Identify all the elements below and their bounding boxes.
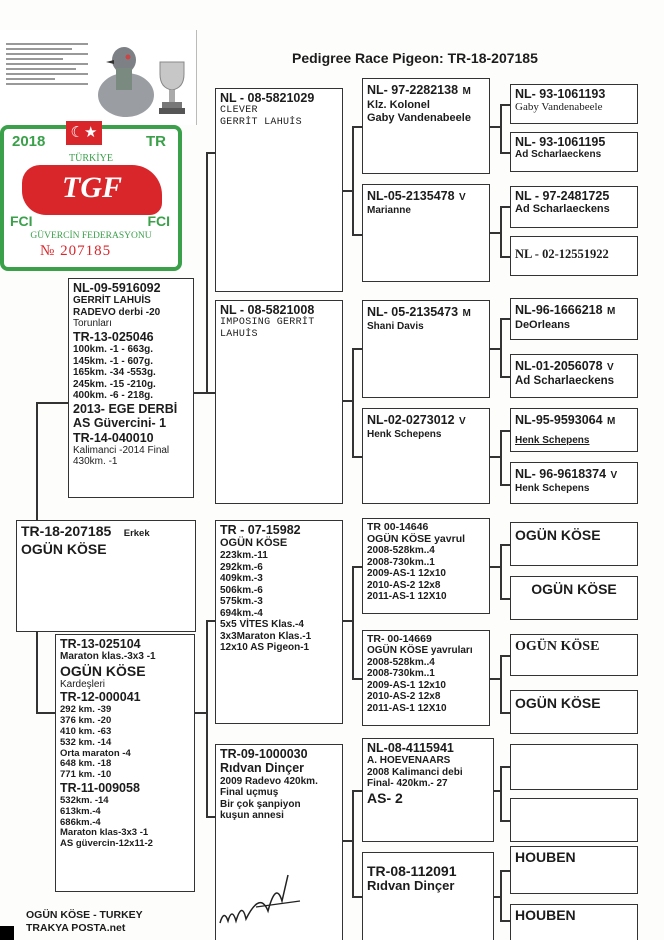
dam-result: 410 km. -63: [60, 725, 112, 737]
g3-line: Shani Davis: [367, 321, 424, 333]
connector-line: [352, 790, 362, 792]
sire-result: 165km. -34 -553g.: [73, 367, 156, 379]
connector-line: [194, 392, 206, 394]
certificate-country: TÜRKİYE: [69, 153, 113, 164]
connector-line: [352, 126, 362, 128]
gen4-box: [510, 354, 638, 398]
g4-ring: NL-96-1666218: [515, 303, 603, 317]
connector-line: [36, 402, 38, 520]
connector-line: [36, 402, 68, 404]
g4-sex: M: [607, 306, 616, 317]
g3-line: A. HOEVENAARS: [367, 755, 451, 767]
dam-result: 532km. -14: [60, 794, 109, 806]
connector-line: [500, 206, 510, 208]
connector-line: [352, 896, 362, 898]
connector-line: [500, 655, 502, 712]
g3-line: Marianne: [367, 205, 411, 217]
connector-line: [206, 152, 215, 154]
dam-result: Maraton klas-3x3 -1: [60, 827, 149, 839]
g3-line: Gaby Vandenabeele: [367, 112, 471, 125]
g3-line: 2008-730km..1: [367, 556, 435, 568]
connector-line: [490, 456, 500, 458]
page-title: Pedigree Race Pigeon: TR-18-207185: [292, 50, 538, 66]
dam-ring-3: TR-11-009058: [60, 781, 140, 796]
connector-line: [206, 620, 208, 816]
connector-line: [500, 920, 510, 922]
connector-line: [206, 620, 215, 622]
sire-result: 245km. -15 -210g.: [73, 378, 156, 390]
gen4-box: [510, 904, 638, 940]
certificate-number: [40, 243, 111, 260]
gen3-box: [362, 408, 490, 504]
connector-line: [500, 104, 510, 106]
g4-owner: Gaby Vandenabeele: [515, 101, 603, 114]
dam-ring: TR-13-025104: [60, 637, 141, 651]
gen3-box: [362, 852, 494, 940]
connector-line: [500, 318, 510, 320]
gp-result: 694km.-4: [220, 607, 263, 619]
connector-line: [36, 632, 38, 712]
connector-line: [500, 712, 510, 714]
connector-line: [343, 190, 352, 192]
g4-sex: V: [607, 362, 614, 373]
connector-line: [500, 544, 502, 598]
gp-ring: TR - 07-15982: [220, 523, 301, 537]
gp-ring: TR-09-1000030: [220, 747, 308, 761]
connector-line: [352, 456, 362, 458]
dam-result: 376 km. -20: [60, 714, 112, 726]
subject-sex: Erkek: [123, 528, 150, 539]
g3-line: 2009-AS-1 12x10: [367, 568, 446, 580]
connector-line: [500, 544, 510, 546]
gen3-box: [362, 184, 490, 282]
gp-result: 223km.-11: [220, 550, 268, 562]
g4-owner: OGÜN KÖSE: [515, 695, 601, 711]
dam-line: Maraton klas.-3x3 -1: [60, 651, 156, 663]
sire-ring: NL-09-5916092: [73, 281, 161, 295]
g3-ring: TR- 00-14669: [367, 633, 432, 645]
connector-line: [352, 348, 354, 456]
certificate-country-code: TR: [146, 133, 166, 150]
subject-owner: OGÜN KÖSE: [21, 541, 107, 558]
gen3-box: [362, 738, 494, 842]
gen4-box: [510, 236, 638, 276]
connector-line: [490, 126, 500, 128]
g3-ring: NL- 05-2135473: [367, 305, 459, 319]
connector-line: [195, 712, 206, 714]
grandparent-box: [215, 300, 343, 504]
connector-line: [352, 126, 354, 234]
gen4-box: [510, 462, 638, 504]
g3-ring: TR 00-14646: [367, 521, 429, 533]
sire-ring-2: TR-13-025046: [73, 329, 154, 344]
dam-result: 292 km. -39: [60, 703, 112, 715]
dam-line: Kardeşleri: [60, 678, 106, 690]
header-photo: [0, 30, 197, 125]
g3-owner: Rıdvan Dinçer: [367, 878, 455, 894]
connector-line: [490, 566, 500, 568]
sire-result: 100km. -1 - 663g.: [73, 344, 154, 356]
subject-box: [16, 520, 196, 632]
corner-mark: [0, 926, 14, 940]
g3-line: 2008 Kalimanci debi: [367, 766, 463, 778]
connector-line: [206, 816, 215, 818]
grandparent-box: [215, 744, 343, 940]
g3-ring: NL- 97-2282138: [367, 83, 459, 97]
sire-ring-3: TR-14-040010: [73, 430, 154, 445]
connector-line: [343, 400, 352, 402]
sire-result: 400km. -6 - 218g.: [73, 390, 154, 402]
g4-owner: DeOrleans: [515, 319, 571, 332]
dam-result: 648 km. -18: [60, 758, 112, 770]
connector-line: [490, 348, 500, 350]
gp-owner: Rıdvan Dinçer: [220, 761, 305, 776]
g4-ring: NL-01-2056078: [515, 359, 603, 373]
dam-box: [55, 634, 195, 892]
connector-line: [206, 152, 208, 392]
g3-line: 2008-528km..4: [367, 545, 435, 557]
g3-sex: M: [462, 86, 471, 97]
gen4-box: [510, 132, 638, 172]
connector-line: [500, 870, 510, 872]
dam-result: 613km.-4: [60, 805, 101, 817]
gp-owner: LAHUİS: [220, 328, 258, 340]
g3-ring: NL-08-4115941: [367, 741, 454, 755]
connector-line: [500, 870, 502, 920]
gp-owner: GERRİT LAHUİS: [220, 116, 302, 128]
gp-line: Final uçmuş: [220, 787, 279, 799]
g3-line: 2010-AS-2 12x8: [367, 691, 441, 703]
connector-line: [500, 206, 502, 256]
g4-owner: Ad Scharlaeckens: [515, 375, 615, 388]
connector-line: [500, 820, 510, 822]
tgf-logo: TGF: [62, 171, 122, 204]
footer-line: TRAKYA POSTA.net: [26, 922, 126, 935]
dam-ring-2: TR-12-000041: [60, 690, 141, 705]
g3-line: 2008-730km..1: [367, 668, 435, 680]
fci-right-badge: FCI: [147, 213, 170, 229]
g4-ring: NL- 93-1061193: [515, 87, 606, 101]
gen4-box: [510, 186, 638, 228]
g4-ring: NL- 96-9618374: [515, 467, 607, 481]
gp-name: IMPOSING GERRİT: [220, 317, 315, 329]
connector-line: [352, 566, 362, 568]
g3-line: Henk Schepens: [367, 429, 442, 441]
g4-owner: HOUBEN: [515, 849, 576, 865]
gen4-box: [510, 84, 638, 124]
footer: [26, 909, 143, 935]
connector-line: [352, 678, 362, 680]
dam-result: 532 km. -14: [60, 736, 112, 748]
number-prefix: №: [40, 243, 56, 259]
g4-owner: Henk Schepens: [515, 483, 590, 495]
gp-line: 2009 Radevo 420km.: [220, 775, 318, 787]
connector-line: [352, 790, 354, 896]
number-value: 207185: [60, 243, 112, 259]
connector-line: [500, 766, 510, 768]
g4-owner: OGÜN KÖSE: [531, 581, 617, 597]
gp-result: 3x3Maraton Klas.-1: [220, 630, 312, 642]
gp-result: 506km.-6: [220, 584, 263, 596]
pigeon-image: [88, 40, 158, 120]
gp-result: 575km.-3: [220, 596, 263, 608]
g4-ring: NL- 93-1061195: [515, 135, 606, 149]
g4-owner: Henk Schepens: [515, 435, 590, 447]
connector-line: [500, 376, 510, 378]
gen4-box: [510, 744, 638, 790]
connector-line: [352, 234, 362, 236]
g4-owner: OGÜN KÖSE: [515, 639, 600, 654]
gen4-box: [510, 522, 638, 566]
gen3-box: [362, 300, 490, 398]
gp-owner: OGÜN KÖSE: [220, 537, 288, 550]
gp-result: 292km.-6: [220, 561, 263, 573]
g3-line: 2011-AS-1 12X10: [367, 591, 447, 603]
sire-achievement: 2013- EGE DERBİ AS Güvercini- 1: [73, 401, 178, 431]
gp-ring: NL - 08-5821008: [220, 303, 315, 317]
signature-image: [216, 871, 306, 931]
grandparent-box: [215, 520, 343, 724]
connector-line: [500, 104, 502, 152]
g3-sex: M: [462, 308, 471, 319]
connector-line: [500, 598, 510, 600]
connector-line: [500, 430, 502, 484]
g4-owner: Ad Scharlaeckens: [515, 149, 602, 161]
sire-line: GERRİT LAHUİS: [73, 295, 151, 307]
g4-ring: NL - 02-12551922: [515, 247, 609, 261]
g3-sex: V: [459, 192, 466, 203]
gen3-box: [362, 630, 490, 726]
g4-sex: V: [610, 470, 618, 481]
g4-owner: Ad Scharlaeckens: [515, 203, 610, 216]
turkish-flag-icon: ☾★: [66, 121, 102, 145]
dam-result: Orta maraton -4: [60, 747, 131, 759]
federation-certificate: [0, 125, 182, 271]
gp-line: Bir çok şanpiyon: [220, 798, 301, 810]
grandparent-box: [215, 88, 343, 292]
g3-line: OGÜN KÖSE yavrul: [367, 533, 466, 546]
connector-line: [500, 430, 510, 432]
gen4-box: [510, 408, 638, 452]
connector-line: [206, 392, 215, 394]
g3-line: Klz. Kolonel: [367, 99, 430, 112]
trophy-image: [152, 58, 192, 118]
connector-line: [500, 655, 510, 657]
sire-line: RADEVO derbi -20: [73, 306, 161, 318]
sire-result: 145km. -1 - 607g.: [73, 355, 154, 367]
gen4-box: [510, 690, 638, 734]
connector-line: [500, 318, 502, 376]
connector-line: [36, 712, 55, 714]
dam-result: 686km.-4: [60, 816, 101, 828]
gen3-box: [362, 78, 490, 174]
sire-line: Torunları: [73, 318, 112, 330]
gen4-box: [510, 846, 638, 894]
gen4-box: [510, 576, 638, 620]
g3-line: OGÜN KÖSE yavruları: [367, 645, 473, 657]
gen4-box: [510, 298, 638, 340]
gp-name: CLEVER: [220, 105, 258, 117]
connector-line: [500, 256, 510, 258]
g4-ring: NL - 97-2481725: [515, 189, 610, 203]
dam-result: 771 km. -10: [60, 769, 112, 781]
g3-line: 2011-AS-1 12X10: [367, 702, 447, 714]
connector-line: [352, 566, 354, 678]
gp-result: 5x5 VİTES Klas.-4: [220, 619, 304, 631]
fine-print: [6, 40, 88, 88]
connector-line: [500, 152, 510, 154]
connector-line: [500, 484, 510, 486]
g4-ring: NL-95-9593064: [515, 413, 603, 427]
connector-line: [343, 840, 352, 842]
g3-ring: NL-05-2135478: [367, 189, 455, 203]
connector-line: [490, 678, 500, 680]
dam-result: AS güvercin-12x11-2: [60, 838, 153, 850]
sire-achievement-2: Kalimanci -2014 Final 430km. -1: [73, 444, 170, 468]
g4-sex: M: [607, 416, 616, 427]
g3-extra: AS- 2: [367, 789, 403, 806]
g3-line: Final- 420km.- 27: [367, 778, 448, 790]
g4-owner: OGÜN KÖSE: [515, 527, 601, 543]
gp-result: 409km.-3: [220, 573, 263, 585]
gen4-box: [510, 798, 638, 842]
gp-ring: NL - 08-5821029: [220, 91, 315, 105]
subject-ring: TR-18-207185: [21, 523, 112, 539]
connector-line: [352, 348, 362, 350]
connector-line: [500, 766, 502, 820]
g3-line: 2009-AS-1 12x10: [367, 679, 446, 691]
sire-box: [68, 278, 194, 498]
footer-line: OGÜN KÖSE - TURKEY: [26, 909, 143, 921]
certificate-year: 2018: [12, 133, 46, 150]
g3-ring: TR-08-112091: [367, 863, 457, 879]
g3-sex: V: [459, 416, 466, 427]
g3-line: 2008-528km..4: [367, 656, 435, 668]
gen3-box: [362, 518, 490, 614]
gp-result: 12x10 AS Pigeon-1: [220, 642, 310, 654]
federation-name: GÜVERCİN FEDERASYONU: [30, 231, 152, 241]
fci-left-badge: FCI: [10, 213, 33, 229]
gen4-box: [510, 634, 638, 676]
connector-line: [343, 620, 352, 622]
g3-line: 2010-AS-2 12x8: [367, 579, 441, 591]
g4-owner: HOUBEN: [515, 907, 576, 923]
connector-line: [490, 232, 500, 234]
gp-line: kuşun annesi: [220, 810, 284, 822]
g3-ring: NL-02-0273012: [367, 413, 455, 427]
dam-owner: OGÜN KÖSE: [60, 662, 146, 679]
